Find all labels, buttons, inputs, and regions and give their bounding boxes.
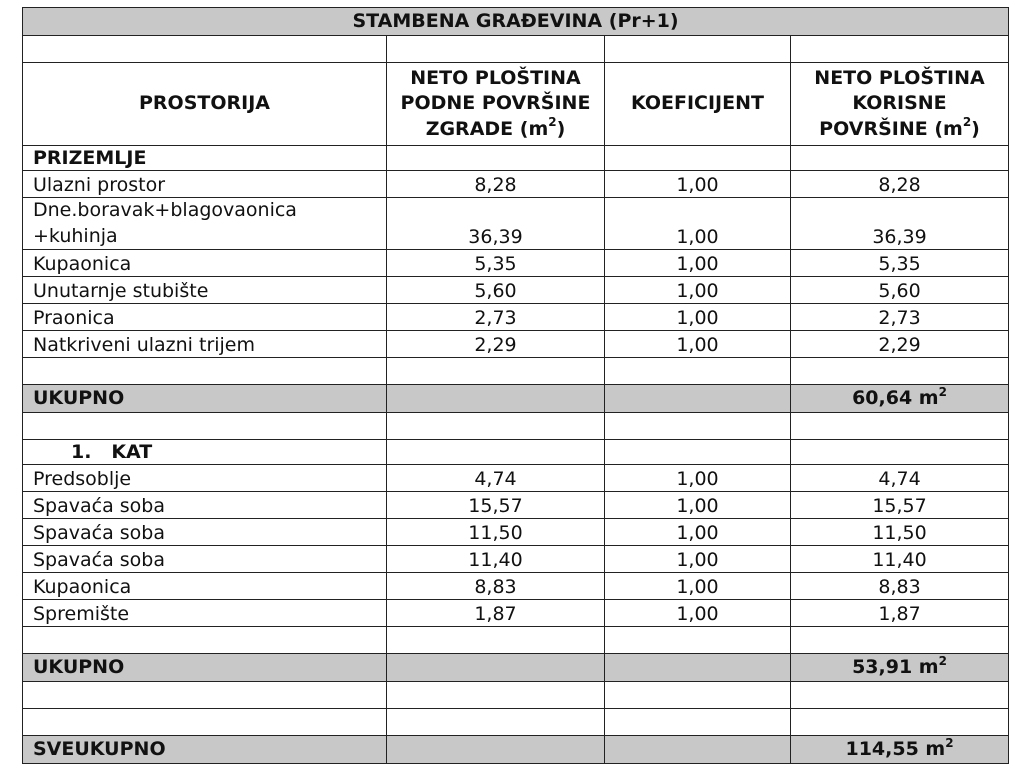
table-row [23,171,1009,198]
header-row [23,63,1009,146]
blank-row [23,709,1009,736]
floor-area: 5,60 [387,277,605,304]
usable-area: 8,28 [791,171,1009,198]
floor-area: 36,39 [387,198,605,250]
room-name: Spavaća soba [23,519,387,546]
table-row [23,304,1009,331]
floor-area: 8,83 [387,573,605,600]
coefficient: 1,00 [605,331,791,358]
floor-area: 2,29 [387,331,605,358]
coefficient: 1,00 [605,573,791,600]
coefficient: 1,00 [605,277,791,304]
usable-area: 11,50 [791,519,1009,546]
header-neto-podne: NETO PLOŠTINA PODNE POVRŠINE ZGRADE $(m^2)$ [387,63,605,146]
table-row [23,519,1009,546]
usable-area: 1,87 [791,600,1009,627]
section-label: PRIZEMLJE [23,146,387,171]
table-row [23,492,1009,519]
floor-area: 11,40 [387,546,605,573]
room-name: Spremište [23,600,387,627]
section-prizemlje [23,146,1009,171]
table-title: STAMBENA GRAĐEVINA (Pr+1) [23,8,1009,36]
grand-total-value: 114,55 $m^2$ [791,736,1009,764]
coefficient: 1,00 [605,250,791,277]
usable-area: 2,73 [791,304,1009,331]
floor-area: 4,74 [387,465,605,492]
table-row [23,465,1009,492]
header-koeficijent: KOEFICIJENT [605,63,791,146]
area-table [22,7,1009,764]
coefficient: 1,00 [605,519,791,546]
usable-area: 5,60 [791,277,1009,304]
floor-area: 2,73 [387,304,605,331]
total-value: 60,64 $m^2$ [791,385,1009,413]
header-neto-korisne: NETO PLOŠTINA KORISNE POVRŠINE $(m^2)$ [791,63,1009,146]
floor-area: 5,35 [387,250,605,277]
blank-row [23,358,1009,385]
room-name: Predsoblje [23,465,387,492]
coefficient: 1,00 [605,546,791,573]
floor-area: 15,57 [387,492,605,519]
room-name: Spavaća soba [23,546,387,573]
total-label: UKUPNO [23,654,387,682]
coefficient: 1,00 [605,465,791,492]
header-prostorija: PROSTORIJA [23,63,387,146]
total-row-kat [23,654,1009,682]
room-name: Ulazni prostor [23,171,387,198]
usable-area: 36,39 [791,198,1009,250]
coefficient: 1,00 [605,304,791,331]
grand-total-label: SVEUKUPNO [23,736,387,764]
coefficient: 1,00 [605,492,791,519]
room-name: Kupaonica [23,250,387,277]
table-row [23,277,1009,304]
coefficient: 1,00 [605,600,791,627]
blank-row [23,627,1009,654]
floor-area: 1,87 [387,600,605,627]
usable-area: 15,57 [791,492,1009,519]
table-row [23,600,1009,627]
room-name: Natkriveni ulazni trijem [23,331,387,358]
table-row [23,198,1009,250]
total-row-prizemlje [23,385,1009,413]
table-row [23,250,1009,277]
usable-area: 8,83 [791,573,1009,600]
blank-row [23,413,1009,440]
grand-total-row [23,736,1009,764]
table-title-row [23,8,1009,36]
table-row [23,573,1009,600]
usable-area: 2,29 [791,331,1009,358]
room-name: Spavaća soba [23,492,387,519]
total-value: 53,91 $m^2$ [791,654,1009,682]
usable-area: 4,74 [791,465,1009,492]
coefficient: 1,00 [605,171,791,198]
total-label: UKUPNO [23,385,387,413]
usable-area: 11,40 [791,546,1009,573]
room-name: Praonica [23,304,387,331]
usable-area: 5,35 [791,250,1009,277]
floor-area: 8,28 [387,171,605,198]
section-label: 1. KAT [23,440,387,465]
floor-area: 11,50 [387,519,605,546]
room-name: Unutarnje stubište [23,277,387,304]
section-kat [23,440,1009,465]
coefficient: 1,00 [605,198,791,250]
blank-row [23,36,1009,63]
blank-row [23,682,1009,709]
table-row [23,546,1009,573]
table-row [23,331,1009,358]
room-name: Kupaonica [23,573,387,600]
room-name: Dne.boravak+blagovaonica +kuhinja [23,198,387,250]
